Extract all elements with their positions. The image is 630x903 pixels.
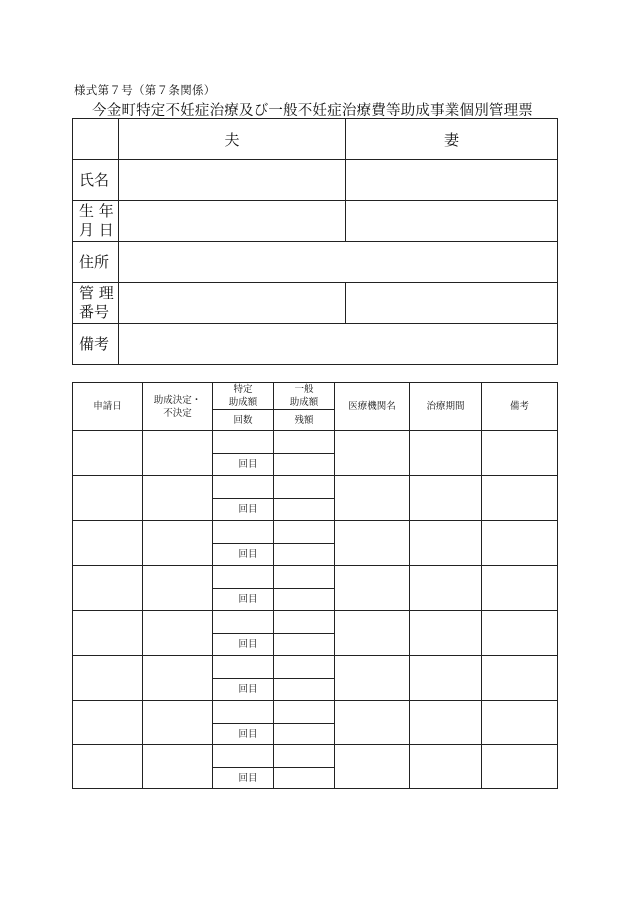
specific-grant-header (213, 383, 274, 410)
management-number-label-line2: 番号 (79, 303, 110, 321)
record-row (73, 566, 558, 589)
specific-grant-header-line1: 特定 (233, 384, 253, 395)
count-cell[interactable] (213, 589, 274, 611)
remaining-subheader: 残額 (274, 410, 335, 431)
application-date-cell[interactable] (73, 701, 143, 745)
record-remarks-cell[interactable] (482, 656, 558, 701)
remaining-amount-cell[interactable] (274, 724, 335, 745)
record-remarks-cell[interactable] (482, 521, 558, 566)
count-cell[interactable] (213, 499, 274, 521)
decision-cell[interactable] (143, 656, 213, 701)
decision-cell[interactable] (143, 701, 213, 745)
decision-cell[interactable] (143, 566, 213, 611)
record-row (73, 521, 558, 544)
application-date-header: 申請日 (73, 383, 143, 431)
general-grant-amount-cell[interactable] (274, 566, 335, 589)
application-date-cell[interactable] (73, 476, 143, 521)
remaining-amount-cell[interactable] (274, 768, 335, 789)
record-row (73, 745, 558, 768)
count-suffix: 回目 (238, 459, 258, 470)
wife-name-field[interactable] (346, 160, 558, 201)
husband-name-field[interactable] (119, 160, 346, 201)
medical-institution-cell[interactable] (335, 566, 410, 611)
specific-grant-header-line2: 助成額 (228, 397, 258, 408)
count-suffix: 回目 (238, 594, 258, 605)
decision-cell[interactable] (143, 521, 213, 566)
grant-history-table (72, 382, 558, 789)
remarks-field[interactable] (119, 324, 558, 365)
birthdate-label-line1: 生 年 (79, 202, 114, 220)
count-cell[interactable] (213, 454, 274, 476)
remaining-amount-cell[interactable] (274, 454, 335, 476)
record-row (73, 656, 558, 679)
decision-header-line1: 助成決定・ (153, 394, 202, 406)
count-suffix: 回目 (238, 549, 258, 560)
application-date-cell[interactable] (73, 566, 143, 611)
count-cell[interactable] (213, 724, 274, 745)
medical-institution-cell[interactable] (335, 521, 410, 566)
wife-management-number-field[interactable] (346, 283, 558, 324)
general-grant-header-line1: 一般 (294, 384, 314, 395)
general-grant-amount-cell[interactable] (274, 521, 335, 544)
count-suffix: 回目 (238, 772, 258, 784)
medical-institution-cell[interactable] (335, 431, 410, 476)
specific-grant-amount-cell[interactable] (213, 476, 274, 499)
specific-grant-amount-cell[interactable] (213, 566, 274, 589)
decision-header (143, 383, 213, 431)
treatment-period-cell[interactable] (410, 656, 482, 701)
application-date-cell[interactable] (73, 431, 143, 476)
specific-grant-amount-cell[interactable] (213, 656, 274, 679)
treatment-period-cell[interactable] (410, 566, 482, 611)
record-row (73, 476, 558, 499)
count-subheader: 回数 (213, 410, 274, 431)
remarks-label: 備考 (73, 324, 119, 365)
remaining-amount-cell[interactable] (274, 634, 335, 656)
record-row (73, 701, 558, 724)
husband-header: 夫 (119, 119, 346, 160)
husband-management-number-field[interactable] (119, 283, 346, 324)
count-cell[interactable] (213, 679, 274, 701)
remaining-amount-cell[interactable] (274, 679, 335, 701)
treatment-period-cell[interactable] (410, 476, 482, 521)
application-date-cell[interactable] (73, 611, 143, 656)
record-remarks-cell[interactable] (482, 566, 558, 611)
record-remarks-cell[interactable] (482, 745, 558, 789)
wife-birthdate-field[interactable] (346, 201, 558, 242)
specific-grant-amount-cell[interactable] (213, 745, 274, 768)
medical-institution-cell[interactable] (335, 745, 410, 789)
count-suffix: 回目 (238, 728, 258, 740)
address-label: 住所 (73, 242, 119, 283)
medical-institution-cell[interactable] (335, 701, 410, 745)
general-grant-amount-cell[interactable] (274, 701, 335, 724)
medical-institution-cell[interactable] (335, 611, 410, 656)
treatment-period-cell[interactable] (410, 745, 482, 789)
general-grant-header-line2: 助成額 (289, 397, 319, 408)
birthdate-label (73, 201, 119, 242)
husband-birthdate-field[interactable] (119, 201, 346, 242)
remaining-amount-cell[interactable] (274, 544, 335, 566)
record-remarks-cell[interactable] (482, 431, 558, 476)
treatment-period-cell[interactable] (410, 431, 482, 476)
specific-grant-amount-cell[interactable] (213, 701, 274, 724)
name-label: 氏名 (73, 160, 119, 201)
medical-institution-cell[interactable] (335, 656, 410, 701)
specific-grant-amount-cell[interactable] (213, 521, 274, 544)
corner-cell (73, 119, 119, 160)
decision-cell[interactable] (143, 611, 213, 656)
treatment-period-header: 治療期間 (410, 383, 482, 431)
decision-header-line2: 不決定 (163, 407, 192, 419)
history-remarks-header: 備考 (482, 383, 558, 431)
treatment-period-cell[interactable] (410, 521, 482, 566)
general-grant-header (274, 383, 335, 410)
general-grant-amount-cell[interactable] (274, 431, 335, 454)
form-number: 様式第７号（第７条関係） (74, 83, 216, 97)
document-title: 今金町特定不妊症治療及び一般不妊症治療費等助成事業個別管理票 (92, 103, 533, 119)
record-remarks-cell[interactable] (482, 701, 558, 745)
management-number-label-line1: 管 理 (79, 284, 114, 302)
address-field[interactable] (119, 242, 558, 283)
management-number-label (73, 283, 119, 324)
remaining-amount-cell[interactable] (274, 499, 335, 521)
remaining-amount-cell[interactable] (274, 589, 335, 611)
count-suffix: 回目 (238, 504, 258, 515)
application-date-cell[interactable] (73, 745, 143, 789)
count-cell[interactable] (213, 544, 274, 566)
record-row (73, 611, 558, 634)
treatment-period-cell[interactable] (410, 701, 482, 745)
decision-cell[interactable] (143, 745, 213, 789)
count-cell[interactable] (213, 768, 274, 789)
record-remarks-cell[interactable] (482, 611, 558, 656)
application-date-cell[interactable] (73, 656, 143, 701)
wife-header: 妻 (346, 119, 558, 160)
general-grant-amount-cell[interactable] (274, 745, 335, 768)
count-suffix: 回目 (238, 639, 258, 650)
medical-institution-header: 医療機関名 (335, 383, 410, 431)
general-grant-amount-cell[interactable] (274, 656, 335, 679)
treatment-period-cell[interactable] (410, 611, 482, 656)
birthdate-label-line2: 月 日 (79, 221, 114, 239)
specific-grant-amount-cell[interactable] (213, 611, 274, 634)
count-cell[interactable] (213, 634, 274, 656)
general-grant-amount-cell[interactable] (274, 476, 335, 499)
decision-cell[interactable] (143, 431, 213, 476)
medical-institution-cell[interactable] (335, 476, 410, 521)
count-suffix: 回目 (238, 684, 258, 695)
general-grant-amount-cell[interactable] (274, 611, 335, 634)
decision-cell[interactable] (143, 476, 213, 521)
specific-grant-amount-cell[interactable] (213, 431, 274, 454)
record-remarks-cell[interactable] (482, 476, 558, 521)
application-date-cell[interactable] (73, 521, 143, 566)
applicant-table (72, 118, 558, 365)
record-row (73, 431, 558, 454)
